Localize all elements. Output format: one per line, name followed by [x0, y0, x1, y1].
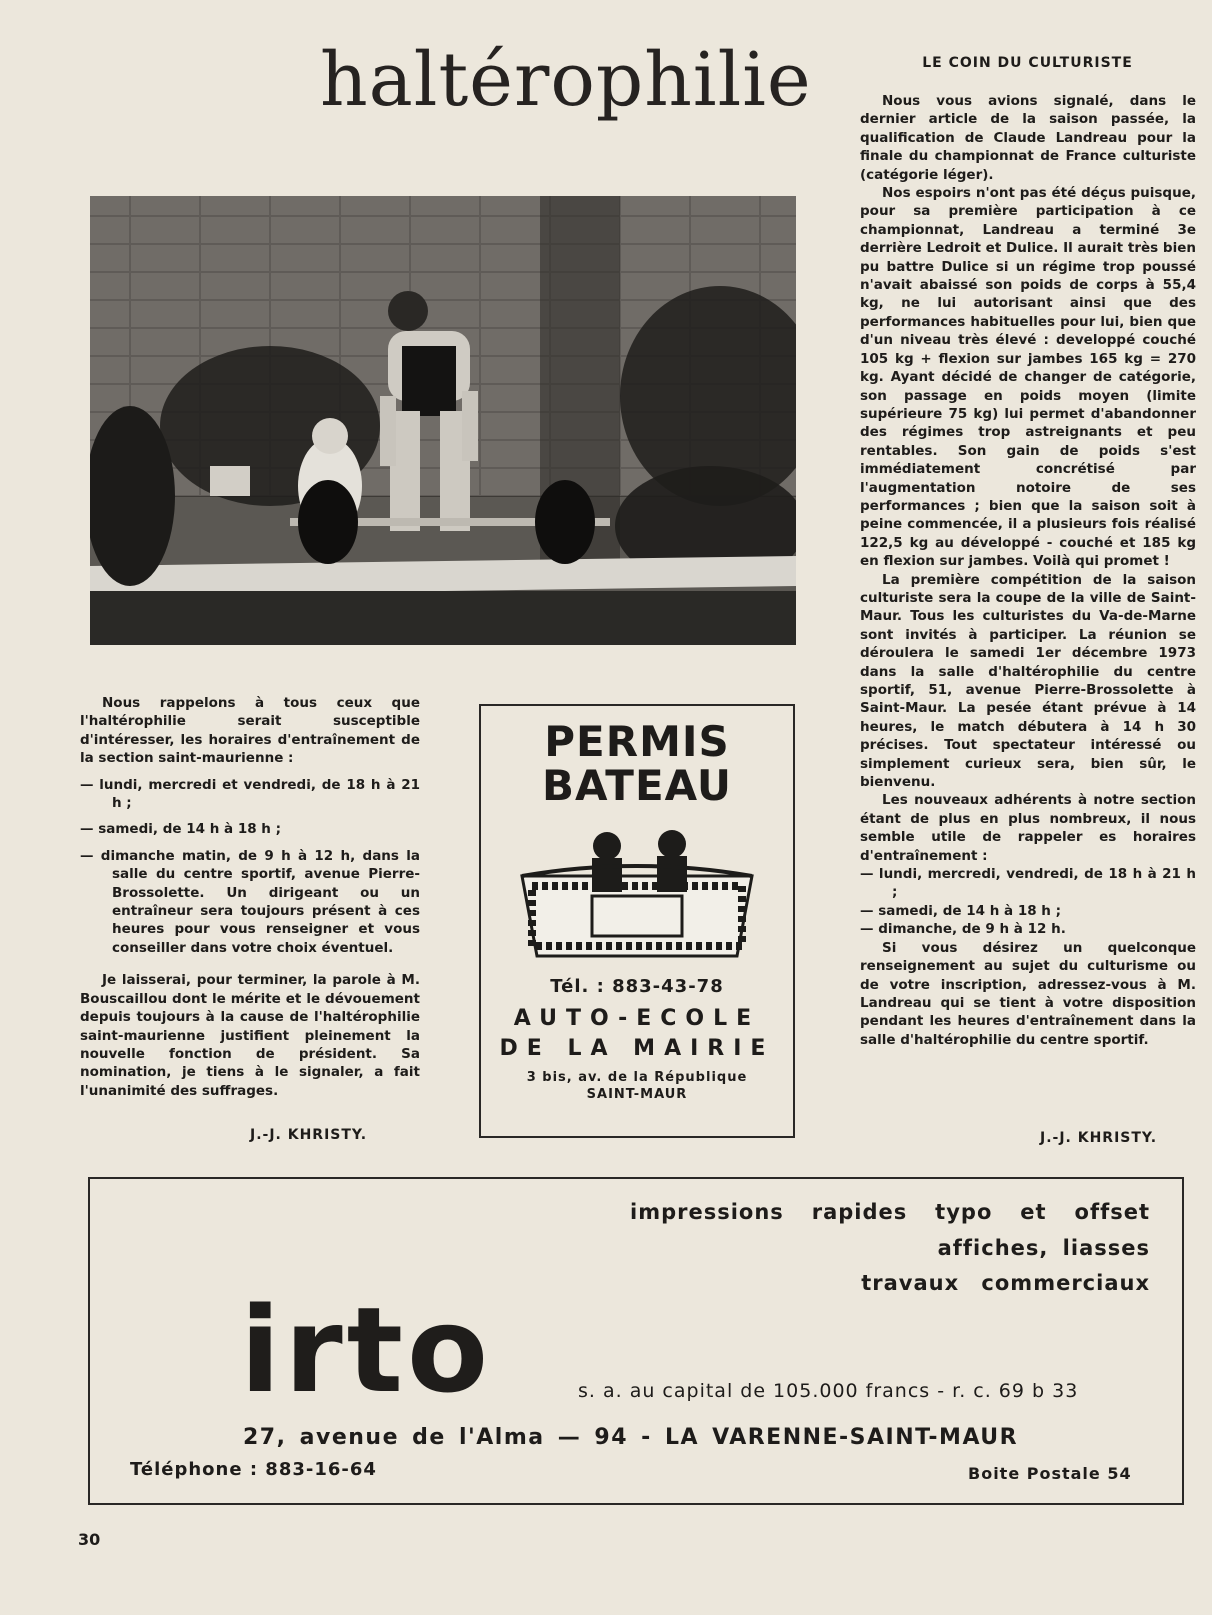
ad-company-info: s. a. au capital de 105.000 francs - r. c. 69 b 33	[578, 1380, 1079, 1402]
halterophilie-column	[80, 694, 420, 1100]
ad-address: SAINT-MAUR	[586, 1087, 688, 1102]
ad-phone: Tél. : 883-43-78	[550, 976, 724, 997]
page-number: 30	[78, 1530, 101, 1549]
ad-services: affiches, liasses	[937, 1236, 1150, 1260]
paragraph: Nos espoirs n'ont pas été déçus puisque, pour sa première participation à ce championnat, Landreau a terminé 3e derrière Ledroit et Dulice. Il aurait très bien pu battre Dulice si un régime trop poussé n'avait abaissé son poids de corps à 55,4 kg, ne lui autorisant ainsi que des performances habituelles pour lui, bien que d'un niveau très élevé : developpé couché 105 kg + flexion sur jambes 165 kg = 270 kg. Ayant décidé de changer de catégorie, son passage en poids moyen (limite supérieure 75 kg) lui permet d'abandonner des régimes trop astreignants et peu rentables. Son gain de poids s'est immédiatement concrétisé par l'augmentation notoire de ses performances ; bien que la saison soit à peine commencée, il a plusieurs fois réalisé 122,5 kg au développé - couché et 185 kg en flexion sur jambes. Voilà qui promet !	[860, 185, 1196, 570]
schedule-item: — lundi, mercredi et vendredi, de 18 h à 21 h ;	[80, 776, 420, 812]
section-heading: LE COIN DU CULTURISTE	[922, 55, 1133, 71]
boat-illustration	[512, 816, 762, 966]
ad-address: 3 bis, av. de la République	[526, 1070, 748, 1085]
page-title: haltérophilie	[320, 37, 812, 123]
ad-address: 27, avenue de l'Alma — 94 - LA VARENNE-SAINT-MAUR	[243, 1425, 1019, 1450]
ad-services: impressions rapides typo et offset	[630, 1200, 1150, 1224]
schedule-item: — dimanche, de 9 h à 12 h.	[860, 921, 1066, 938]
author-signature: J.-J. KHRISTY.	[250, 1127, 368, 1143]
schedule-item: — dimanche matin, de 9 h à 12 h, dans la salle du centre sportif, avenue Pierre-Brossolette. Un dirigeant ou un entraîneur sera toujours présent à ces heures pour vous renseigner et vous conseiller dans votre choix éventuel.	[80, 847, 420, 956]
ad-phone: Téléphone : 883-16-64	[130, 1459, 377, 1480]
irto-logo: irto	[240, 1281, 493, 1419]
permis-bateau-ad	[479, 704, 795, 1138]
schedule-item: — samedi, de 14 h à 18 h ;	[80, 821, 282, 838]
paragraph: Je laisserai, pour terminer, la parole à M. Bouscaillou dont le mérite et le dévouement depuis toujours à la cause de l'haltérophilie saint-maurienne justifient pleinement la nouvelle fonction de président. Sa nomination, je tiens à le signaler, a fait l'unanimité des suffrages.	[80, 972, 420, 1099]
schedule-item: — samedi, de 14 h à 18 h ;	[860, 902, 1062, 919]
ad-postal-box: Boite Postale 54	[968, 1464, 1132, 1483]
paragraph: Si vous désirez un quelconque renseignement au sujet du culturisme ou de votre inscription, adressez-vous à M. Landreau qui se tient à votre disposition pendant les heures d'entraînement dans la salle d'haltérophilie du centre sportif.	[860, 939, 1196, 1048]
schedule-item: — lundi, mercredi, vendredi, de 18 h à 21 h ;	[860, 866, 1196, 901]
paragraph: Nous vous avions signalé, dans le dernier article de la saison passée, la qualification de Claude Landreau pour la finale du championnat de France culturiste (catégorie léger).	[860, 93, 1196, 183]
culturiste-column	[860, 92, 1196, 1049]
paragraph: Nous rappelons à tous ceux que l'haltérophilie serait susceptible d'intéresser, les horaires d'entraînement de la section saint-maurienne :	[80, 695, 420, 767]
paragraph: Les nouveaux adhérents à notre section étant de plus en plus nombreux, il nous semble utile de rappeler es horaires d'entraînement :	[860, 792, 1196, 864]
ad-headline: PERMIS	[544, 717, 730, 766]
weightlifter-illustration	[90, 196, 796, 645]
ad-school-name: AUTO-ECOLE	[513, 1006, 761, 1031]
author-signature: J.-J. KHRISTY.	[1040, 1130, 1158, 1146]
ad-school-name: DE LA MAIRIE	[499, 1036, 775, 1061]
ad-services: travaux commerciaux	[861, 1271, 1150, 1295]
paragraph: La première compétition de la saison culturiste sera la coupe de la ville de Saint-Maur. Tous les culturistes du Va-de-Marne sont invités à participer. La réunion se déroulera le samedi 1er décembre 1973 dans la salle d'haltérophilie du centre sportif, 51, avenue Pierre-Brossolette à Saint-Maur. La pesée étant prévue à 14 heures, le match débutera à 14 h 30 précises. Tout spectateur intéressé ou simplement curieux sera, bien sûr, le bienvenu.	[860, 571, 1196, 791]
weightlifting-photo	[90, 196, 796, 645]
ad-headline: BATEAU	[542, 761, 732, 810]
